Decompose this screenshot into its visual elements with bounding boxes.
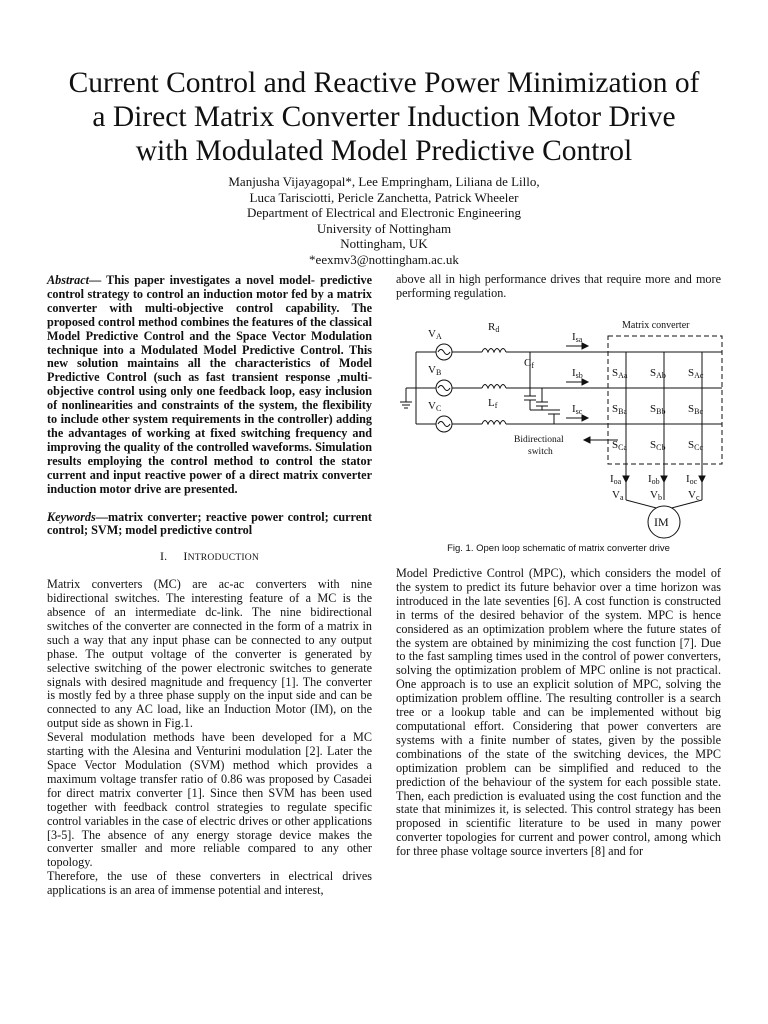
- output-voltage-a: Va: [612, 489, 624, 502]
- abstract-lead: Abstract: [47, 273, 89, 287]
- figure-caption: Fig. 1. Open loop schematic of matrix converter drive: [447, 543, 670, 554]
- output-current-a: Ioa: [610, 473, 622, 486]
- output-current-b: Iob: [648, 473, 660, 486]
- matrix-converter-label: Matrix converter: [622, 320, 690, 331]
- abstract: [47, 274, 372, 497]
- current-label-sb: Isb: [572, 367, 583, 380]
- source-label-a: VA: [428, 328, 442, 341]
- keywords: [47, 511, 372, 539]
- switch-label: switch: [528, 447, 553, 457]
- bidirectional-label: Bidirectional: [514, 435, 564, 445]
- continued-paragraph: above all in high performance drives that require more and more performing regulation.: [396, 272, 721, 300]
- current-label-sc: Isc: [572, 403, 583, 416]
- mpc-paragraph-block: [396, 567, 721, 859]
- title-line: Current Control and Reactive Power Minimization of: [68, 67, 700, 99]
- intro-paragraph: Matrix converters (MC) are ac-ac converters with nine bidirectional switches. The interesting feature of a MC is the absence of an intermediate dc-link. The nine bidirectional switches of the converter are connected in the form of a matrix in such a way that any input phase can be connected to any output phase. The output voltage of the converter is generated by selective switching of the power electronic switches to generate signals with desired magnitude and frequency [1]. The converter is mostly fed by a three phase supply on the input side and can be connected to any AC load, like an Induction Motor (IM), on the output side as shown in Fig.1.: [47, 577, 372, 731]
- author-names: Luca Tarisciotti, Pericle Zanchetta, Patrick Wheeler: [249, 189, 519, 205]
- cf-label: Cf: [524, 357, 535, 370]
- switch-sbc: SBc: [688, 403, 704, 416]
- section-initial: I: [183, 549, 188, 564]
- mpc-paragraph: Model Predictive Control (MPC), which considers the model of the system to predict its future behavior over a time horizon was introduced in the late seventies [6]. A cost function is constructed in terms of the desired behavior of the system. MPC is hence considered as an optimization problem where the future states of the system are obtained by minimizing the cost function [7]. Due to the fast sampling times used in the control of power converters, solving the optimization problem of MPC online is not practical. One approach is to use an explicit solution of MPC, solving the optimization problem offline. The resulting controller is a search tree or a lookup table and can be implemented without big computational effort. Considering that power converters are systems with a finite number of states, given by the possible combinations of the state of the switching devices, the MPC optimization problem can be simplified and reduced to the prediction of the behaviour of the system for each possible state. Then, each prediction is evaluated using the cost function and the state that minimizes it, is selected. This control strategy has been proposed in scientific literature to be used in many power converter topologies for current and power control, among which for three phase voltage source inverters [8] and for: [396, 566, 721, 859]
- matrix-converter-schematic: [396, 310, 726, 546]
- switch-sac: SAc: [688, 367, 704, 380]
- motor-label: IM: [654, 515, 669, 529]
- title-line: with Modulated Model Predictive Control: [135, 135, 633, 167]
- output-voltage-b: Vb: [650, 489, 662, 502]
- section-number: I.: [159, 549, 168, 564]
- switch-sbb: SBb: [650, 403, 666, 416]
- source-label-c: VC: [428, 400, 442, 413]
- title-line: a Direct Matrix Converter Induction Motor Drive: [92, 101, 676, 133]
- figure-1: [396, 310, 726, 554]
- affiliation-line: Department of Electrical and Electronic Engineering: [247, 205, 521, 221]
- output-current-c: Ioc: [686, 473, 698, 486]
- lf-label: Lf: [488, 397, 498, 410]
- section-heading: [47, 550, 372, 565]
- switch-sca: SCa: [612, 439, 628, 452]
- paper-title: [30, 66, 738, 168]
- right-top-text: [396, 273, 721, 301]
- switch-scb: SCb: [650, 439, 666, 452]
- author-email: *eexmv3@nottingham.ac.uk: [309, 251, 459, 267]
- intro-paragraph: Therefore, the use of these converters in electrical drives applications is an area of immense potential and interest,: [47, 869, 372, 898]
- switch-sba: SBa: [612, 403, 628, 416]
- switch-scc: SCc: [688, 439, 704, 452]
- output-voltage-c: Vc: [688, 489, 700, 502]
- keywords-lead: Keywords: [47, 509, 96, 524]
- rd-label: Rd: [488, 321, 500, 334]
- switch-sab: SAb: [650, 367, 666, 380]
- section-rest: NTRODUCTION: [187, 552, 260, 564]
- affiliation-line: Nottingham, UK: [340, 236, 428, 252]
- left-column: [47, 274, 372, 898]
- author-block: [84, 174, 684, 268]
- source-label-b: VB: [428, 364, 442, 377]
- current-label-sa: Isa: [572, 331, 583, 344]
- keywords-text: —matrix converter; reactive power control; current control; SVM; model predictive control: [47, 509, 372, 538]
- intro-paragraph: Several modulation methods have been developed for a MC starting with the Alesina and Venturini modulation [2]. Later the Space Vector Modulation (SVM) method which provides a maximum voltage transfer ratio of 0.86 was proposed by Casadei for direct matrix converter [1]. Since then SVM has been used together with feedback control strategies to regulate specific control variables in the case of electric drives or other applications [3-5]. The absence of any energy storage device makes the converter smaller and more reliable compared to any other topology.: [47, 730, 372, 870]
- author-names: Manjusha Vijayagopal*, Lee Empringham, Liliana de Lillo,: [228, 174, 540, 189]
- switch-saa: SAa: [612, 367, 628, 380]
- abstract-text: — This paper investigates a novel model- predictive control strategy to control an induction motor fed by a matrix converter with multi-objective control capability. The proposed control method combines the features of the classical Model Predictive Control and the Space Vector Modulation technique into a Modulated Model Predictive Control. This new solution maintains all the characteristics of Model Predictive Control (such as fast transient response ,multi-objective control using only one feedback loop, easy inclusion of nonlinearities and constraints of the system, the flexibility to include other system requirements in the controller) adding the advantages of working at fixed switching frequency and improving the quality of the controlled waveforms. Simulation results employing the control method to control the stator current and input reactive power of a direct matrix converter induction motor drive are presented.: [47, 273, 372, 496]
- affiliation-line: University of Nottingham: [316, 220, 452, 236]
